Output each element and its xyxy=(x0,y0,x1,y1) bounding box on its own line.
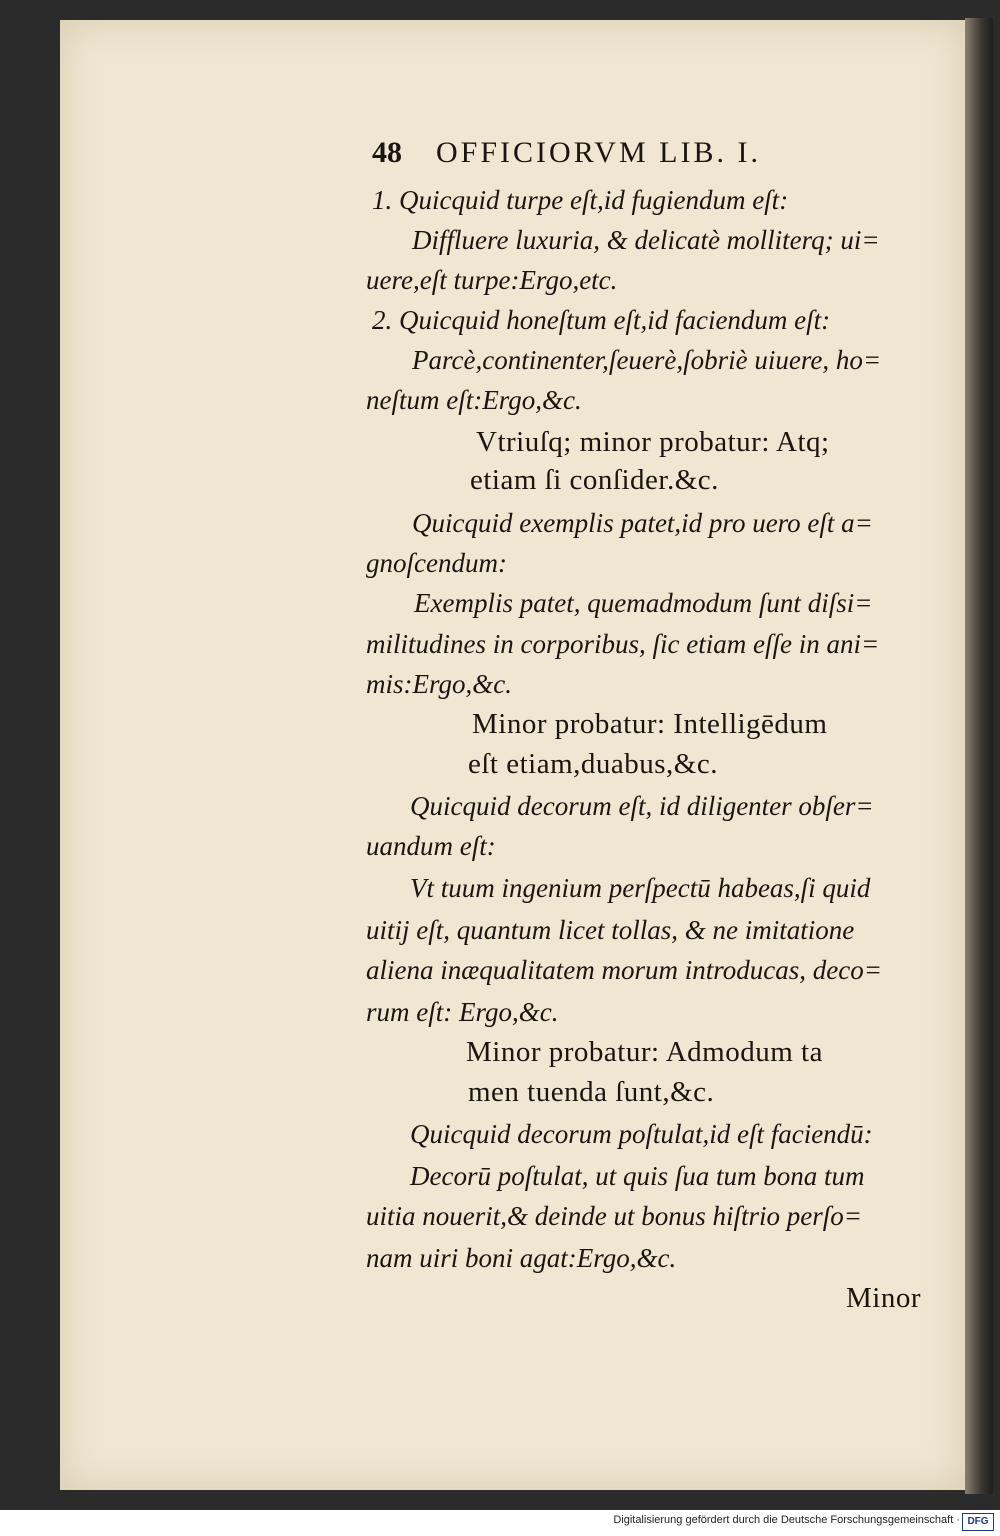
text-line: etiam ſi conſider.&c. xyxy=(470,464,719,496)
text-line: mis:Ergo,&c. xyxy=(366,669,512,699)
digitization-footer xyxy=(0,1510,1000,1536)
text-line: gnoſcendum: xyxy=(366,548,507,578)
text-line: aliena inæqualitatem morum introducas, deco= xyxy=(366,955,882,985)
page-number: 48 xyxy=(372,136,402,169)
text-line: uere,eſt turpe:Ergo,etc. xyxy=(366,265,618,295)
page-edge-shadow xyxy=(965,18,993,1494)
text-line: Vtriuſq; minor probatur: Atq; xyxy=(476,426,830,458)
text-line: Quicquid decorum poſtulat,id eſt faciendū: xyxy=(410,1119,873,1149)
text-line: Vt tuum ingenium perſpectū habeas,ſi quid xyxy=(410,873,871,903)
text-line: nam uiri boni agat:Ergo,&c. xyxy=(366,1243,677,1273)
text-line: uitij eſt, quantum licet tollas, & ne imitatione xyxy=(366,915,855,945)
text-line: uandum eſt: xyxy=(366,831,496,861)
text-line: uitia nouerit,& deinde ut bonus hiſtrio perſo= xyxy=(366,1201,862,1231)
text-line: Exemplis patet, quemadmodum ſunt diſsi= xyxy=(414,588,873,618)
text-line: 2. Quicquid honeſtum eſt,id faciendum eſt: xyxy=(372,305,831,335)
text-line: militudines in corporibus, ſic etiam eſſe in ani= xyxy=(366,629,880,659)
running-header xyxy=(372,136,892,176)
text-line: Minor probatur: Admodum ta xyxy=(466,1036,823,1068)
text-line: Quicquid decorum eſt, id diligenter obſer= xyxy=(410,791,874,821)
text-line: neſtum eſt:Ergo,&c. xyxy=(366,385,582,415)
text-line: Diffluere luxuria, & delicatè molliterq; ui= xyxy=(412,225,880,255)
text-line: Quicquid exemplis patet,id pro uero eſt a= xyxy=(412,508,873,538)
text-line: 1. Quicquid turpe eſt,id fugiendum eſt: xyxy=(372,185,789,215)
text-line: Minor probatur: Intelligēdum xyxy=(472,708,828,740)
text-line: rum eſt: Ergo,&c. xyxy=(366,997,559,1027)
catchword: Minor xyxy=(846,1282,921,1314)
dfg-logo-icon: DFG xyxy=(962,1513,994,1531)
funding-credit: Digitalisierung gefördert durch die Deutsche Forschungsgemeinschaft · xyxy=(613,1514,960,1526)
text-line: Decorū poſtulat, ut quis ſua tum bona tum xyxy=(410,1161,865,1191)
text-line: men tuenda ſunt,&c. xyxy=(468,1076,715,1108)
text-line: Parcè,continenter,ſeuerè,ſobriè uiuere, ho= xyxy=(412,345,882,375)
text-line: eſt etiam,duabus,&c. xyxy=(468,748,718,780)
running-title: OFFICIORVM LIB. I. xyxy=(436,136,761,169)
